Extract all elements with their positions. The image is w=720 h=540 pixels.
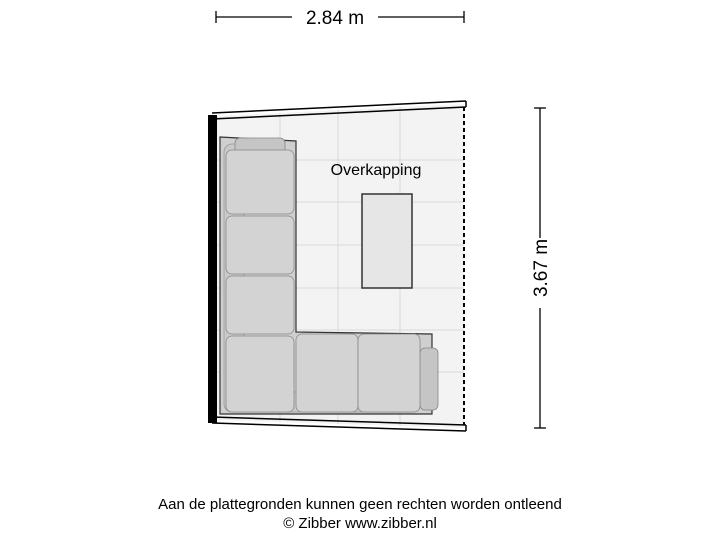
disclaimer-text: Aan de plattegronden kunnen geen rechten worden ontleend	[158, 496, 562, 513]
height-dimension-label: 3.67 m	[531, 238, 552, 298]
coffee-table	[362, 194, 412, 288]
width-dimension-label: 2.84 m	[305, 8, 365, 29]
cushion	[358, 334, 420, 412]
cushion	[226, 150, 294, 214]
left-wall	[208, 115, 217, 423]
cushion	[226, 216, 294, 274]
sofa-armrest-right	[420, 348, 438, 410]
copyright-text: © Zibber www.zibber.nl	[283, 515, 437, 532]
height-dimension	[531, 108, 552, 428]
room-label: Overkapping	[330, 162, 422, 179]
cushion	[226, 336, 294, 412]
cushion	[296, 334, 358, 412]
cushion	[226, 276, 294, 334]
width-dimension	[216, 8, 464, 29]
room	[208, 101, 466, 431]
